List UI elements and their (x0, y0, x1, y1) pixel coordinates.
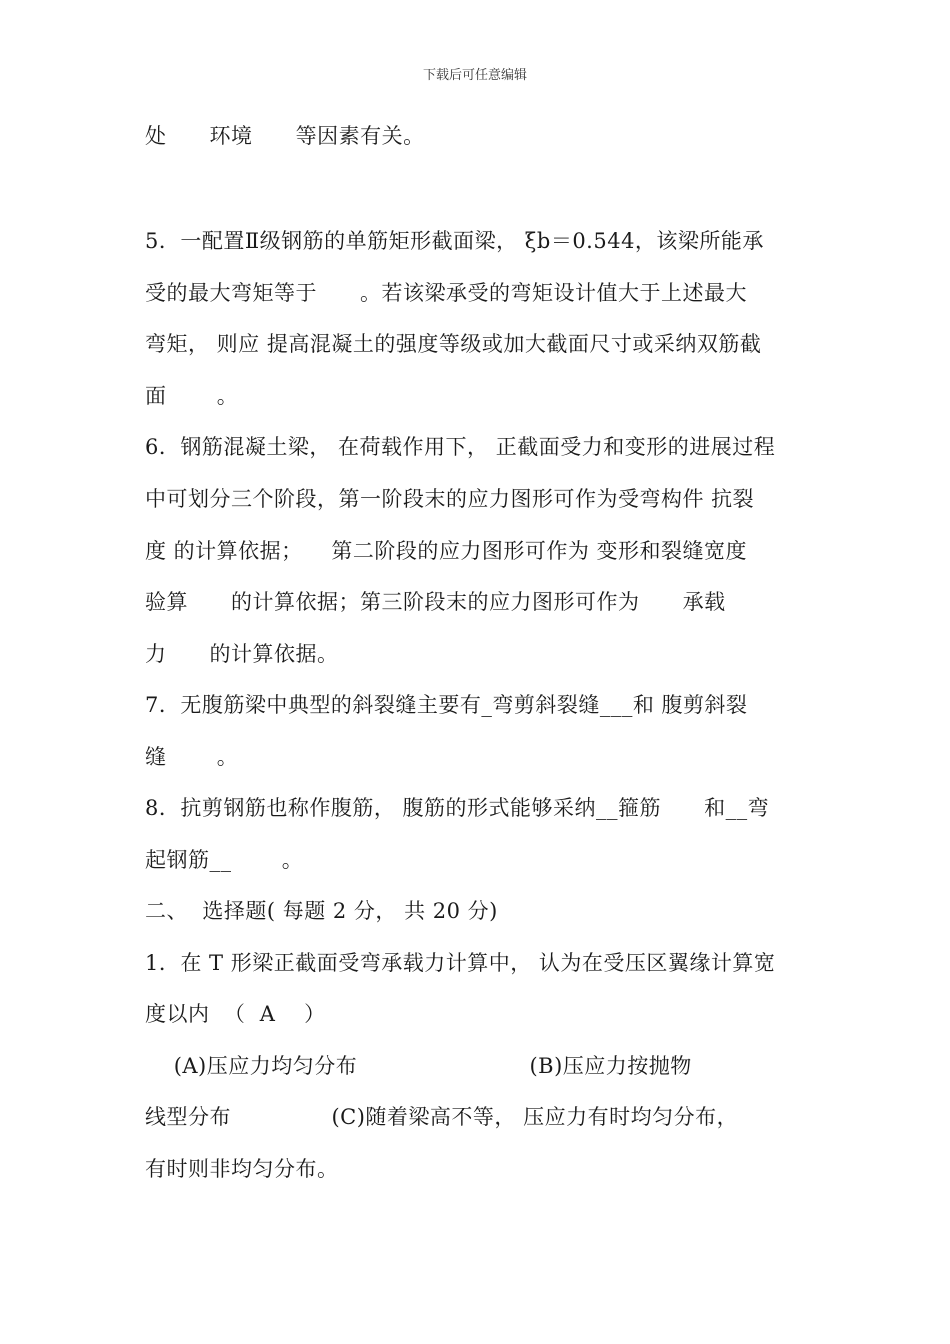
text-line: 6．钢筋混凝土梁， 在荷载作用下， 正截面受力和变形的进展过程 (145, 435, 776, 459)
text-line: 线型分布 (C)随着梁高不等， 压应力有时均匀分布， (145, 1105, 739, 1129)
text-line: 缝 。 (145, 745, 239, 769)
text-line: 7．无腹筋梁中典型的斜裂缝主要有_弯剪斜裂缝___和 腹剪斜裂 (145, 693, 748, 717)
text-line: 起钢筋__ 。 (145, 848, 304, 872)
text-line: 1．在 T 形梁正截面受弯承载力计算中， 认为在受压区翼缘计算宽 (145, 951, 776, 975)
text-line: 5．一配置Ⅱ级钢筋的单筋矩形截面梁， ξb＝0.544，该梁所能承 (145, 229, 764, 253)
text-line: 中可划分三个阶段，第一阶段末的应力图形可作为受弯构件 抗裂 (145, 487, 755, 511)
text-line: 弯矩， 则应 提高混凝土的强度等级或加大截面尺寸或采纳双筋截 (145, 332, 762, 356)
text-line: 面 。 (145, 384, 239, 408)
text-line: 8．抗剪钢筋也称作腹筋， 腹筋的形式能够采纳__箍筋 和__弯 (145, 796, 770, 820)
text-line: 有时则非均匀分布。 (145, 1157, 339, 1181)
text-line: (A)压应力均匀分布 (B)压应力按抛物 (145, 1054, 692, 1078)
text-line: 受的最大弯矩等于 。若该梁承受的弯矩设计值大于上述最大 (145, 281, 748, 305)
text-line: 度 的计算依据； 第二阶段的应力图形可作为 变形和裂缝宽度 (145, 539, 748, 563)
page-header: 下载后可任意编辑 (422, 68, 527, 83)
text-line: 力 的计算依据。 (145, 642, 339, 666)
section-heading: 二、 选择题( 每题 2 分， 共 20 分) (145, 899, 498, 923)
text-line: 度以内 （ A ） (145, 1002, 326, 1026)
text-line: 验算 的计算依据；第三阶段末的应力图形可作为 承载 (145, 590, 726, 614)
text-line: 处 环境 等因素有关。 (145, 124, 425, 148)
